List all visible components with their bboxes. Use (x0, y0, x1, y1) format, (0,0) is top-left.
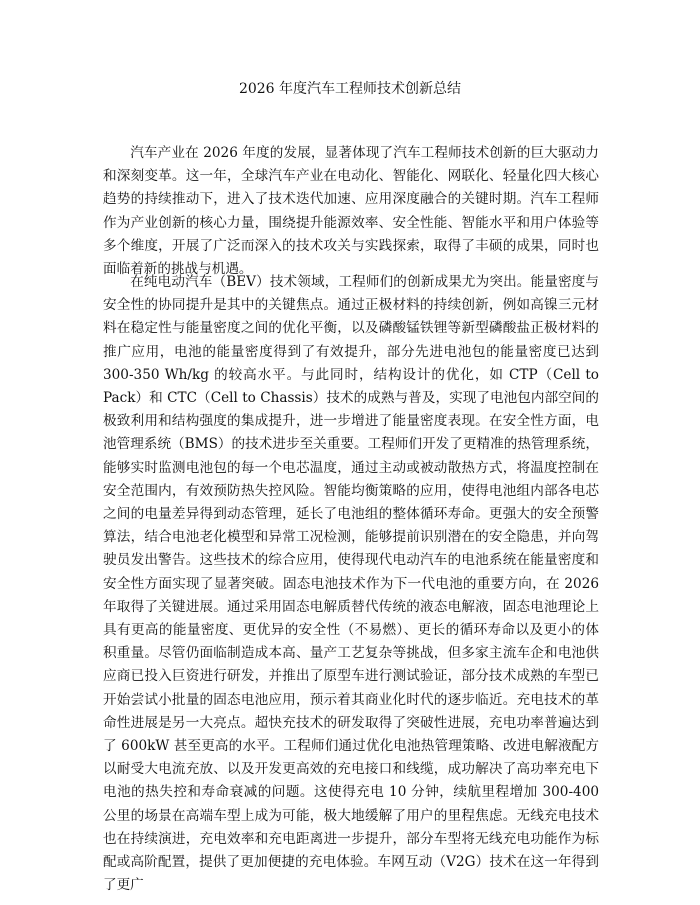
paragraph-intro: 汽车产业在 2026 年度的发展，显著体现了汽车工程师技术创新的巨大驱动力和深刻变革。这一年，全球汽车产业在电动化、智能化、网联化、轻量化四大核心趋势的持续推动下，进入了技术迭代加速、应用深度融合的关键时期。汽车工程师作为产业创新的核心力量，围绕提升能源效率、安全性能、智能水平和用户体验等多个维度，开展了广泛而深入的技术攻关与实践探索，取得了丰硕的成果，同时也面临着新的挑战与机遇。 (103, 145, 599, 278)
paragraph-bev-technology: 在纯电动汽车（BEV）技术领域，工程师们的创新成果尤为突出。能量密度与安全性的协同提升是其中的关键焦点。通过正极材料的持续创新，例如高镍三元材料在稳定性与能量密度之间的优化平衡，以及磷酸锰铁锂等新型磷酸盐正极材料的推广应用，电池的能量密度得到了有效提升，部分先进电池包的能量密度已达到 300-350 Wh/kg 的较高水平。与此同时，结构设计的优化，如 CTP（Cell to Pack）和 CTC（Cell to Chassis）技术的成熟与普及，实现了电池包内部空间的极致利用和结构强度的集成提升，进一步增进了能量密度表现。在安全性方面，电池管理系统（BMS）的技术进步至关重要。工程师们开发了更精准的热管理系统，能够实时监测电池包的每一个电芯温度，通过主动或被动散热方式，将温度控制在安全范围内，有效预防热失控风险。智能均衡策略的应用，使得电池组内部各电芯之间的电量差异得到动态管理，延长了电池组的整体循环寿命。更强大的安全预警算法，结合电池老化模型和异常工况检测，能够提前识别潜在的安全隐患，并向驾驶员发出警告。这些技术的综合应用，使得现代电动汽车的电池系统在能量密度和安全性方面实现了显著突破。固态电池技术作为下一代电池的重要方向，在 2026 年取得了关键进展。通过采用固态电解质替代传统的液态电解液，固态电池理论上具有更高的能量密度、更优异的安全性（不易燃）、更长的循环寿命以及更小的体积重量。尽管仍面临制造成本高、量产工艺复杂等挑战，但多家主流车企和电池供应商已投入巨资进行研发，并推出了原型车进行测试验证，部分技术成熟的车型已开始尝试小批量的固态电池应用，预示着其商业化时代的逐步临近。充电技术的革命性进展是另一大亮点。超快充技术的研发取得了突破性进展，充电功率普遍达到了 600kW 甚至更高的水平。工程师们通过优化电池热管理策略、改进电解液配方以耐受大电流充放、以及开发更高效的充电接口和线缆，成功解决了高功率充电下电池的热失控和寿命衰减的问题。这使得充电 10 分钟，续航里程增加 300-400 公里的场景在高端车型上成为可能，极大地缓解了用户的里程焦虑。无线充电技术也在持续演进，充电效率和充电距离进一步提升，部分车型将无线充电功能作为标配或高阶配置，提供了更加便捷的充电体验。车网互动（V2G）技术在这一年得到了更广 (103, 274, 599, 894)
document-title: 2026 年度汽车工程师技术创新总结 (238, 81, 462, 97)
